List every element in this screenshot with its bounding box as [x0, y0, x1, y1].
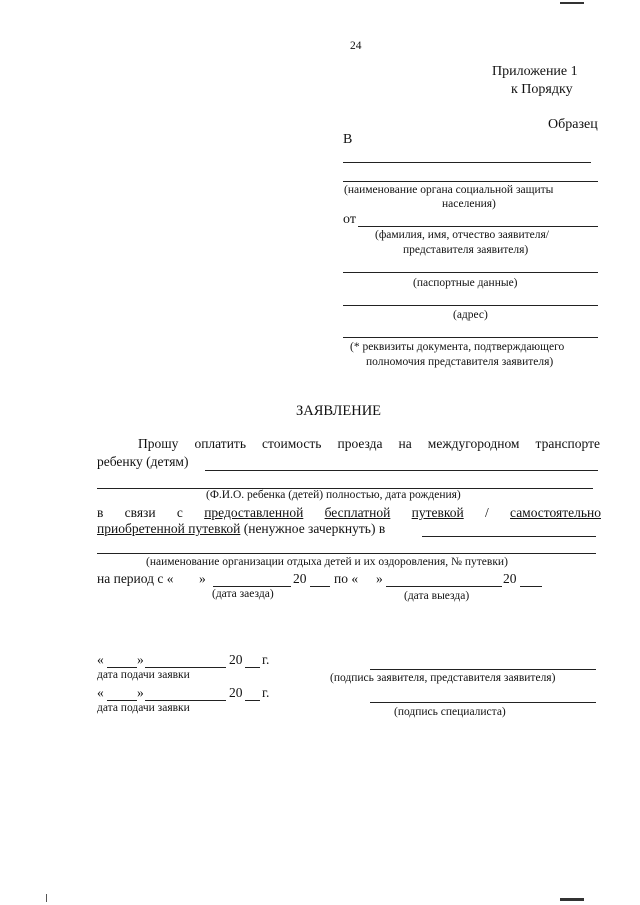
date-2-month-line [145, 700, 226, 701]
child-caption: (Ф.И.О. ребенка (детей) полностью, дата рождения) [206, 489, 461, 501]
voucher-line [97, 505, 601, 521]
date-2-day-line [107, 700, 137, 701]
specialist-caption: (подпись специалиста) [394, 706, 506, 718]
checkin-line [213, 586, 291, 587]
checkout-caption: (дата выезда) [404, 590, 470, 602]
free-voucher-word-3: путевкой [411, 505, 464, 520]
organ-caption-1: (наименование органа социальной защиты [344, 184, 554, 196]
address-line [343, 305, 598, 306]
applicant-caption: (подпись заявителя, представителя заявителя) [330, 672, 556, 684]
checkin-year-line [310, 586, 330, 587]
self-voucher: приобретенной путевкой [97, 521, 241, 536]
checkout-line [386, 586, 502, 587]
organ-caption-2: населения) [442, 198, 496, 210]
checkin-year: 20 [293, 571, 307, 586]
to-label: В [343, 132, 353, 147]
applicant-signature-line [370, 669, 596, 670]
date-2-year-suffix: г. [262, 685, 270, 700]
date-2-year-line [245, 700, 260, 701]
passport-line [343, 272, 598, 273]
org-line-2 [97, 553, 596, 554]
date-1-year-suffix: г. [262, 652, 270, 667]
checkin-caption: (дата заезда) [212, 588, 274, 600]
scan-mark-top [560, 2, 584, 4]
organ-line-1 [343, 162, 591, 163]
self-word: самостоятельно [510, 505, 601, 520]
appendix-line-1: Приложение 1 [492, 64, 578, 79]
page-number: 24 [350, 40, 362, 52]
statement-line-1: Прошу оплатить стоимость проезда на междугородном транспорте [138, 436, 600, 451]
date-1-day-line [107, 667, 137, 668]
fio-caption-1: (фамилия, имя, отчество заявителя/ [375, 229, 549, 241]
self-voucher-line [97, 521, 385, 537]
org-line-1 [422, 536, 596, 537]
submission-caption-1: дата подачи заявки [97, 669, 190, 681]
checkout-year: 20 [503, 571, 517, 586]
period-prefix: на период с « [97, 571, 174, 586]
requisites-caption-2: полномочия представителя заявителя) [366, 356, 554, 368]
connection-word-2: связи [124, 505, 156, 520]
address-caption: (адрес) [453, 309, 488, 321]
fio-caption-2: представителя заявителя) [403, 244, 529, 256]
requisites-caption-1: (* реквизиты документа, подтверждающего [350, 341, 565, 353]
date-2-close: » [137, 685, 144, 700]
scan-mark-bottom [560, 898, 584, 901]
free-voucher-word-1: предоставленной [204, 505, 304, 520]
passport-caption: (паспортные данные) [413, 277, 518, 289]
date-2-open: « [97, 685, 104, 700]
date-1-close: » [137, 652, 144, 667]
connection-word-3: с [176, 505, 183, 520]
date-2-year: 20 [229, 685, 243, 700]
date-1-year: 20 [229, 652, 243, 667]
to-word: по « [334, 571, 359, 586]
submission-caption-2: дата подачи заявки [97, 702, 190, 714]
free-voucher-word-2: бесплатной [324, 505, 391, 520]
period-quote-close-1: » [199, 571, 206, 586]
fio-line [358, 226, 598, 227]
requisites-line [343, 337, 598, 338]
organ-line-2 [343, 181, 598, 182]
statement-title: ЗАЯВЛЕНИЕ [296, 403, 382, 419]
appendix-line-2: к Порядку [511, 82, 573, 97]
date-1-month-line [145, 667, 226, 668]
org-caption: (наименование организации отдыха детей и их оздоровления, № путевки) [146, 556, 508, 568]
date-1-open: « [97, 652, 104, 667]
sample-label: Образец [548, 117, 598, 132]
connection-word-1: в [97, 505, 104, 520]
child-line-1 [205, 470, 598, 471]
scan-mark-left [46, 894, 48, 902]
voucher-slash: / [484, 505, 489, 520]
strike-note: (ненужное зачеркнуть) в [243, 521, 386, 536]
period-quote-close-2: » [376, 571, 383, 586]
child-label: ребенку (детям) [97, 454, 189, 469]
checkout-year-line [520, 586, 542, 587]
date-1-year-line [245, 667, 260, 668]
from-label: от [343, 212, 356, 227]
specialist-signature-line [370, 702, 596, 703]
